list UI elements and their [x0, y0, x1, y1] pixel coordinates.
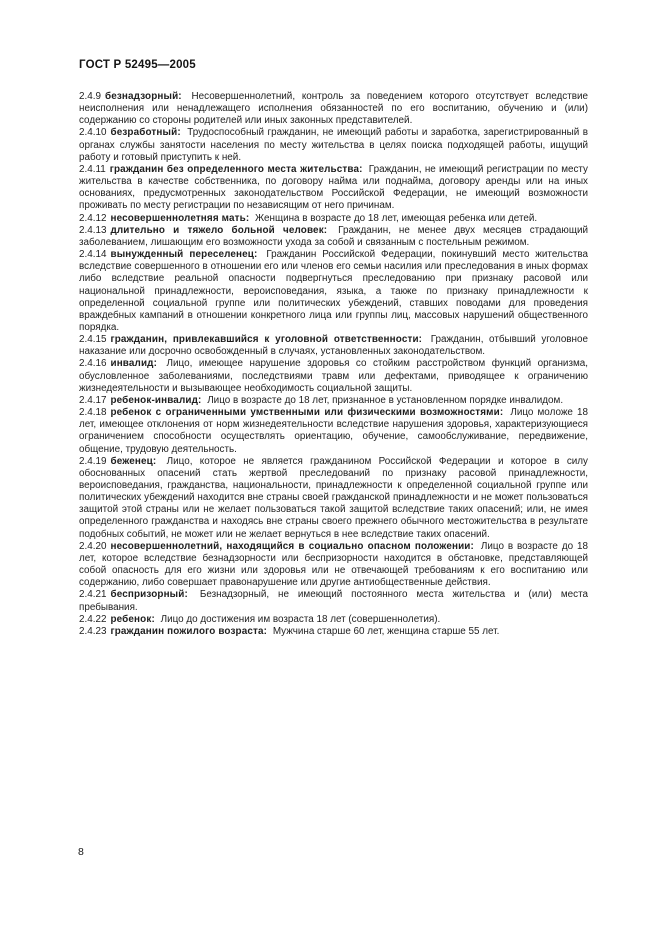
definition-entry — [79, 225, 588, 249]
clause-number: 2.4.10 — [79, 127, 107, 139]
defined-term: гражданин, привлекавшийся к уголовной ответственности: — [110, 334, 423, 346]
clause-number: 2.4.14 — [79, 249, 107, 261]
definition-text: Лицо моложе 18 лет, имеющее отклонения от норм жизнедеятельности вследствие нарушения здоровья, характеризующиеся ограничением способности осуществлять ориентацию, обучение, самообслуживание, передвижение, общение, трудовую деятельность. — [79, 407, 588, 455]
definition-entry — [79, 626, 588, 638]
definition-text: Гражданин, отбывший уголовное наказание или досрочно освобожденный в случаях, установленных законодательством. — [79, 334, 588, 358]
page-number: 8 — [78, 846, 84, 858]
definition-text: Лицо в возрасте до 18 лет, которое вследствие безнадзорности или беспризорности находится в обстановке, представляющей собой опасность для его жизни или здоровья или не отвечающей требованиям к его воспитанию или содержанию, либо совершает правонарушение или другие антиобщественные действия. — [79, 540, 588, 589]
clause-number: 2.4.20 — [79, 540, 107, 552]
definitions-list — [79, 91, 588, 638]
defined-term: инвалид: — [110, 358, 158, 370]
definition-entry — [79, 91, 588, 127]
clause-number: 2.4.11 — [79, 163, 106, 175]
definition-entry — [79, 249, 588, 334]
definition-text: Гражданин, не менее двух месяцев страдающий заболеванием, лишающим его возможности ухода за собой и связанным с постельным режимом. — [79, 224, 588, 248]
definition-text: Женщина в возрасте до 18 лет, имеющая ребенка или детей. — [255, 212, 538, 224]
defined-term: ребенок с ограниченными умственными или физическими возможностями: — [110, 407, 504, 419]
clause-number: 2.4.22 — [79, 613, 107, 625]
clause-number: 2.4.18 — [79, 407, 107, 419]
definition-text: Трудоспособный гражданин, не имеющий работы и заработка, зарегистрированный в органах службы занятости населения по месту жительства в целях поиска подходящей работы, ищущий работу и готовый приступить к ней. — [79, 127, 588, 163]
defined-term: гражданин пожилого возраста: — [110, 625, 268, 637]
clause-number: 2.4.9 — [79, 91, 101, 102]
definition-entry — [79, 456, 588, 541]
defined-term: ребенок-инвалид: — [110, 394, 202, 406]
clause-number: 2.4.13 — [79, 224, 107, 236]
clause-number: 2.4.17 — [79, 394, 107, 406]
defined-term: вынужденный переселенец: — [110, 249, 258, 261]
definition-entry — [79, 407, 588, 456]
defined-term: безнадзорный: — [104, 91, 182, 102]
definition-entry — [79, 213, 588, 225]
clause-number: 2.4.21 — [79, 589, 107, 601]
definition-entry — [79, 358, 588, 394]
definition-text: Лицо, которое не является гражданином Российской Федерации и которое в силу обоснованных опасений стать жертвой преследований по признаку расовой принадлежности, вероисповедания, гражданства, национальности, принадлежности к определенной социальной группе или политических убеждений находится вне страны своей гражданской принадлежности и не может пользоваться защитой этой страны или не желает пользоваться такой защитой вследствие таких опасений; или, не имея определенного гражданства и находясь вне страны своего прежнего обычного местожительства в результате подобных событий, не может или не желает вернуться в нее вследствие таких опасений. — [79, 455, 588, 540]
document-header: ГОСТ Р 52495—2005 — [79, 59, 196, 71]
clause-number: 2.4.12 — [79, 212, 107, 224]
defined-term: несовершеннолетний, находящийся в социально опасном положении: — [110, 540, 474, 552]
clause-number: 2.4.23 — [79, 625, 107, 637]
defined-term: длительно и тяжело больной человек: — [110, 224, 328, 236]
definition-text: Несовершеннолетний, контроль за поведением которого отсутствует вследствие неисполнения или ненадлежащего исполнения обязанностей по его воспитанию, обучению и (или) содержанию со стороны родителей или иных законных представителей. — [79, 91, 588, 127]
definition-entry — [79, 589, 588, 613]
defined-term: беспризорный: — [110, 589, 188, 601]
definition-entry — [79, 395, 588, 407]
definition-entry — [79, 334, 588, 358]
defined-term: беженец: — [110, 455, 157, 467]
definition-text: Лицо до достижения им возраста 18 лет (совершеннолетия). — [160, 613, 441, 625]
definition-entry — [79, 127, 588, 163]
definition-text: Гражданин, не имеющий регистрации по месту жительства в качестве собственника, по договору найма или поднайма, договору аренды или на иных основаниях, предусмотренных законодательством Российской Федерации, не имеющий возможности проживать по месту регистрации по независящим от него причинам. — [79, 163, 588, 212]
definition-entry — [79, 164, 588, 213]
definition-entry — [79, 541, 588, 590]
definition-text: Лицо в возрасте до 18 лет, признанное в установленном порядке инвалидом. — [207, 394, 564, 406]
definition-text: Лицо, имеющее нарушение здоровья со стойким расстройством функций организма, обусловленное заболеваниями, последствиями травм или дефектами, приводящее к ограничению жизнедеятельности и вызывающее необходимость социальной защиты. — [79, 358, 588, 394]
defined-term: несовершеннолетняя мать: — [110, 212, 250, 224]
clause-number: 2.4.16 — [79, 358, 107, 370]
definition-text: Мужчина старше 60 лет, женщина старше 55 лет. — [272, 625, 500, 637]
definition-text: Безнадзорный, не имеющий постоянного места жительства и (или) места пребывания. — [79, 589, 588, 613]
defined-term: ребенок: — [110, 613, 155, 625]
defined-term: безработный: — [110, 127, 181, 139]
clause-number: 2.4.19 — [79, 455, 107, 467]
definition-text: Гражданин Российской Федерации, покинувший место жительства вследствие совершенного в отношении его или членов его семьи насилия или преследования в иных формах либо вследствие реальной опасности подвергнуться преследованию при признаку расовой или национальной принадлежности, вероисповедания, языка, а также по признаку принадлежности к определенной социальной группе или политических убеждений, ставших поводами для проведения враждебных кампаний в отношении конкретного лица или группы лиц, массовых нарушений общественного порядка. — [79, 249, 588, 333]
clause-number: 2.4.15 — [79, 334, 107, 346]
defined-term: гражданин без определенного места жительства: — [109, 163, 363, 175]
definition-entry — [79, 614, 588, 626]
